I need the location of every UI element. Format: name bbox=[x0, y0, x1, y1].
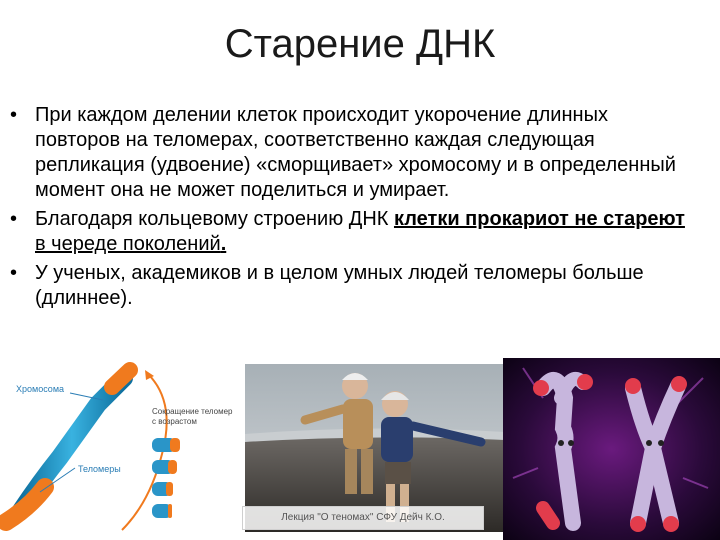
bullet-item bbox=[8, 261, 698, 311]
chromosome-label: Хромосома bbox=[16, 384, 65, 394]
bullet-item bbox=[8, 207, 698, 257]
bullet-text: У ученых, академиков и в целом умных людей теломеры больше (длиннее). bbox=[35, 262, 644, 309]
telomeres-label: Теломеры bbox=[78, 464, 121, 474]
bullet-dot: • bbox=[10, 208, 18, 230]
shortening-label-line1: Сокращение теломер bbox=[152, 407, 233, 416]
cartoon-chromosomes bbox=[503, 358, 720, 540]
shortening-label-line2: с возрастом bbox=[152, 417, 197, 426]
bullet-text: При каждом делении клеток происходит укорочение длинных повторов на теломерах, соответственно каждая следующая репликация (удвоение) «сморщивает» хромосому и в определенный момент она не может поделиться и умирает. bbox=[35, 104, 676, 201]
bullet-emphasis: клетки прокариот не стареют bbox=[393, 208, 685, 230]
bullet-list bbox=[8, 103, 698, 315]
bullet-dot: • bbox=[10, 262, 18, 284]
bullet-text-end: . bbox=[220, 233, 227, 255]
telomere-diagram bbox=[0, 362, 250, 532]
bullet-dot: • bbox=[10, 104, 18, 126]
bullet-text-before: Благодаря кольцевому строению ДНК bbox=[35, 208, 394, 230]
bullet-item bbox=[8, 103, 698, 203]
telomere-shortening-stack bbox=[152, 438, 180, 518]
slide-title: Старение ДНК bbox=[224, 22, 496, 66]
footer-caption: Лекция "О теномах" СФУ Дейч К.О. bbox=[242, 506, 484, 530]
bullet-text-middle: в череде поколений bbox=[35, 233, 221, 255]
